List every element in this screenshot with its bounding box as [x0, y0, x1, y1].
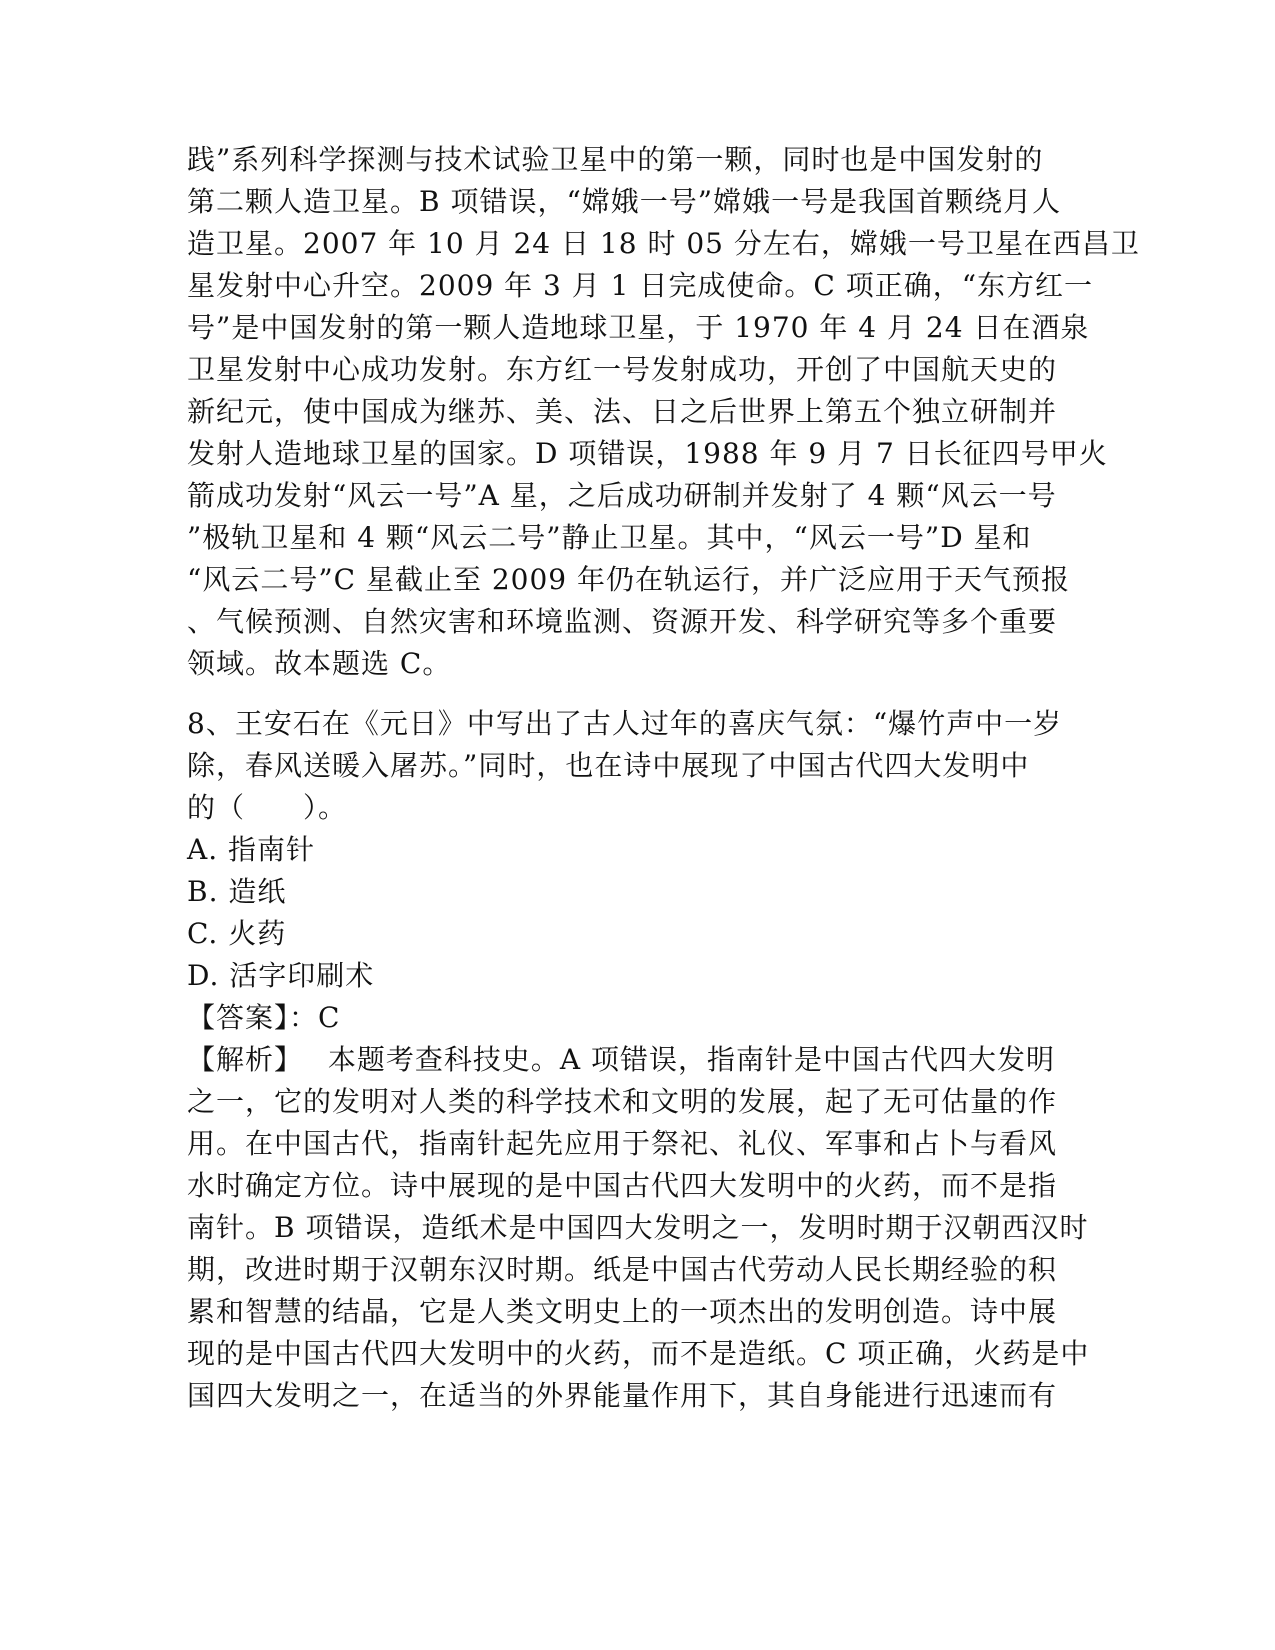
analysis-line: 期，改进时期于汉朝东汉时期。纸是中国古代劳动人民长期经验的积 — [187, 1253, 1058, 1286]
paragraph-line: 发射人造地球卫星的国家。D 项错误，1988 年 9 月 7 日长征四号甲火 — [187, 437, 1108, 470]
question-stem-line: 8、王安石在《元日》中写出了古人过年的喜庆气氛：“爆竹声中一岁 — [187, 707, 1063, 740]
paragraph-line: 践”系列科学探测与技术试验卫星中的第一颗，同时也是中国发射的 — [187, 143, 1044, 176]
analysis-line: 之一，它的发明对人类的科学技术和文明的发展，起了无可估量的作 — [187, 1085, 1058, 1118]
analysis-line: 累和智慧的结晶，它是人类文明史上的一项杰出的发明创造。诗中展 — [187, 1295, 1058, 1328]
analysis-line: 现的是中国古代四大发明中的火药，而不是造纸。C 项正确，火药是中 — [187, 1337, 1090, 1370]
paragraph-line: 造卫星。2007 年 10 月 24 日 18 时 05 分左右，嫦娥一号卫星在西昌卫 — [187, 227, 1140, 260]
question-stem-line: 的（ ）。 — [187, 791, 348, 824]
answer-line: 【答案】：C — [187, 1001, 341, 1034]
option-b: B. 造纸 — [187, 875, 287, 908]
analysis-line: 【解析】 本题考查科技史。A 项错误，指南针是中国古代四大发明 — [187, 1043, 1056, 1076]
paragraph-line: 、气候预测、自然灾害和环境监测、资源开发、科学研究等多个重要 — [187, 605, 1058, 638]
paragraph-line: 星发射中心升空。2009 年 3 月 1 日完成使命。C 项正确，“东方红一 — [187, 269, 1094, 302]
paragraph-line: “风云二号”C 星截止至 2009 年仍在轨运行，并广泛应用于天气预报 — [187, 563, 1071, 596]
paragraph-line: 领域。故本题选 C。 — [187, 647, 452, 680]
option-a: A. 指南针 — [187, 833, 316, 866]
analysis-line: 国四大发明之一，在适当的外界能量作用下，其自身能进行迅速而有 — [187, 1379, 1058, 1412]
analysis-line: 南针。B 项错误，造纸术是中国四大发明之一，发明时期于汉朝西汉时 — [187, 1211, 1089, 1244]
paragraph-line: 第二颗人造卫星。B 项错误，“嫦娥一号”嫦娥一号是我国首颗绕月人 — [187, 185, 1062, 218]
document-page — [187, 0, 1140, 1650]
analysis-line: 水时确定方位。诗中展现的是中国古代四大发明中的火药，而不是指 — [187, 1169, 1058, 1202]
paragraph-line: 卫星发射中心成功发射。东方红一号发射成功，开创了中国航天史的 — [187, 353, 1058, 386]
question-stem-line: 除，春风送暖入屠苏。”同时，也在诗中展现了中国古代四大发明中 — [187, 749, 1030, 782]
option-d: D. 活字印刷术 — [187, 959, 375, 992]
analysis-line: 用。在中国古代，指南针起先应用于祭祀、礼仪、军事和占卜与看风 — [187, 1127, 1058, 1160]
paragraph-line: ”极轨卫星和 4 颗“风云二号”静止卫星。其中，“风云一号”D 星和 — [187, 521, 1032, 554]
option-c: C. 火药 — [187, 917, 287, 950]
paragraph-line: 新纪元，使中国成为继苏、美、法、日之后世界上第五个独立研制并 — [187, 395, 1058, 428]
paragraph-line: 号”是中国发射的第一颗人造地球卫星，于 1970 年 4 月 24 日在酒泉 — [187, 311, 1090, 344]
paragraph-line: 箭成功发射“风云一号”A 星，之后成功研制并发射了 4 颗“风云一号 — [187, 479, 1057, 512]
